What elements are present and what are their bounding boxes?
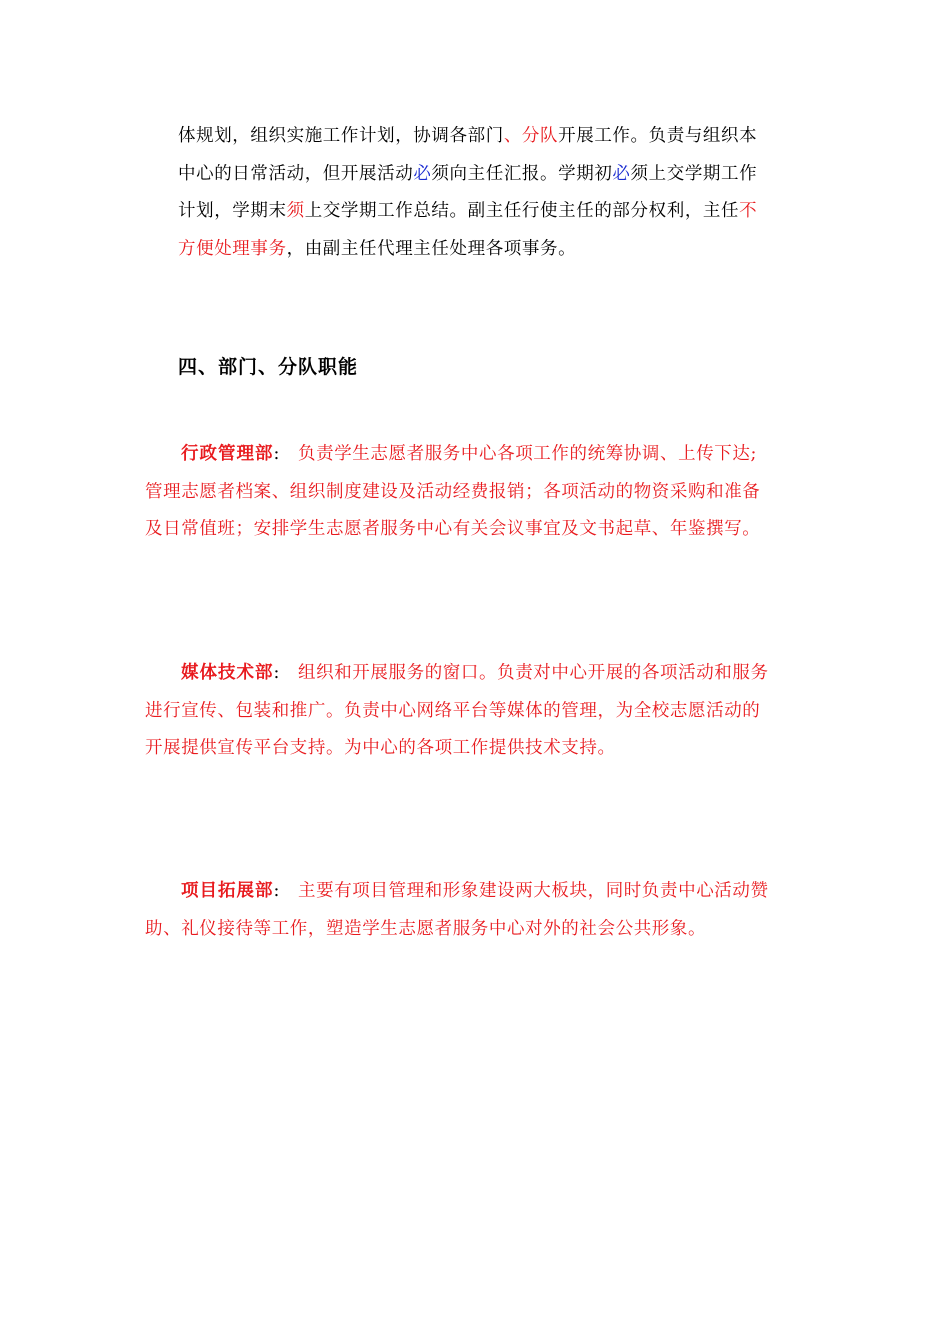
department-media	[145, 655, 810, 768]
department-project	[145, 873, 810, 948]
department-admin	[145, 436, 810, 549]
department-first-line: 媒体技术部: 组织和开展服务的窗口。负责对中心开展的各项活动和服务	[181, 663, 769, 683]
department-first-line: 行政管理部: 负责学生志愿者服务中心各项工作的统筹协调、上传下达;	[181, 444, 757, 464]
department-name: 行政管理部	[181, 444, 274, 464]
department-first-line: 项目拓展部: 主要有项目管理和形象建设两大板块，同时负责中心活动赞	[181, 881, 769, 901]
department-line: 进行宣传、包装和推广。负责中心网络平台等媒体的管理，为全校志愿活动的	[145, 700, 761, 721]
section-heading: 四、部门、分队职能	[178, 356, 359, 378]
department-line: 及日常值班；安排学生志愿者服务中心有关会议事宜及文书起草、年鉴撰写。	[145, 519, 761, 539]
intro-line-3: 计划，学期末须上交学期工作总结。副主任行使主任的部分权利，主任不	[178, 201, 758, 221]
department-line: 管理志愿者档案、组织制度建设及活动经费报销；各项活动的物资采购和准备	[145, 481, 761, 502]
department-line: 助、礼仪接待等工作，塑造学生志愿者服务中心对外的社会公共形象。	[145, 918, 707, 939]
intro-line-2: 中心的日常活动，但开展活动必须向主任汇报。学期初必须上交学期工作	[178, 163, 758, 184]
intro-paragraph	[178, 118, 798, 268]
intro-line-1: 体规划，组织实施工作计划，协调各部门、分队开展工作。负责与组织本	[178, 126, 758, 146]
department-name: 媒体技术部	[181, 663, 274, 683]
intro-line-4: 方便处理事务，由副主任代理主任处理各项事务。	[178, 238, 577, 259]
department-line: 开展提供宣传平台支持。为中心的各项工作提供技术支持。	[145, 738, 616, 758]
department-name: 项目拓展部	[181, 881, 274, 901]
